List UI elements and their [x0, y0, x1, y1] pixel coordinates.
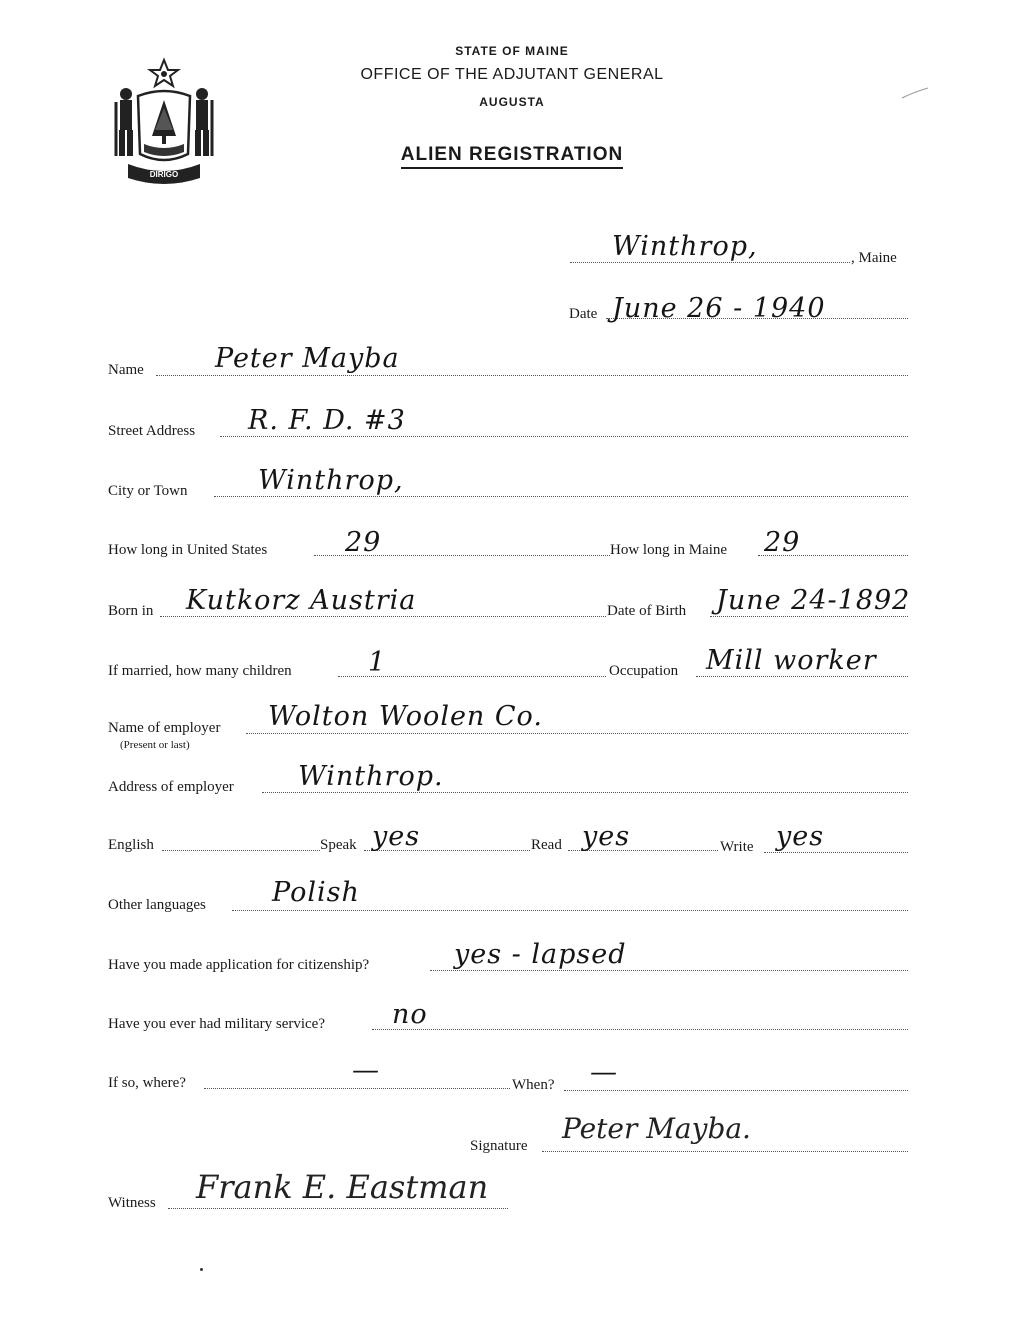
where-line	[204, 1088, 510, 1089]
date-label: Date	[569, 306, 598, 322]
children-label: If married, how many children	[108, 663, 292, 679]
write-value: yes	[776, 821, 825, 852]
where-value: —	[352, 1055, 380, 1086]
employer-address-label: Address of employer	[108, 779, 234, 795]
military-value: no	[392, 999, 428, 1030]
citizenship-label: Have you made application for citizenship?	[108, 957, 370, 973]
other-languages-value: Polish	[272, 877, 360, 908]
employer-label: Name of employer	[108, 720, 221, 736]
date-value: June 26 - 1940	[612, 293, 826, 324]
military-label: Have you ever had military service?	[108, 1016, 325, 1032]
write-label: Write	[720, 839, 754, 855]
english-label: English	[108, 837, 154, 853]
other-languages-label: Other languages	[108, 897, 206, 913]
employer-address-value: Winthrop.	[298, 761, 444, 792]
paper-speck	[200, 1268, 203, 1271]
street-line	[220, 436, 908, 437]
born-in-line	[160, 616, 606, 617]
street-value: R. F. D. #3	[248, 405, 406, 436]
how-long-maine-value: 29	[764, 527, 801, 558]
pencil-mark-icon	[900, 86, 930, 100]
dob-value: June 24-1892	[716, 585, 911, 616]
location-suffix: , Maine	[851, 250, 897, 266]
speak-value: yes	[372, 821, 421, 852]
witness-value: Frank E. Eastman	[196, 1168, 489, 1206]
employer-sublabel: (Present or last)	[120, 739, 190, 751]
seal-banner-text: DIRIGO	[149, 170, 179, 179]
signature-line	[542, 1151, 908, 1152]
witness-label: Witness	[108, 1195, 156, 1211]
signature-value: Peter Mayba.	[562, 1112, 751, 1145]
name-value: Peter Mayba	[215, 343, 400, 374]
city-label: City or Town	[108, 483, 188, 499]
how-long-us-label: How long in United States	[108, 542, 268, 558]
location-value: Winthrop,	[612, 231, 758, 262]
employer-address-line	[262, 792, 908, 793]
header-state: STATE OF MAINE	[455, 44, 569, 58]
read-value: yes	[582, 821, 631, 852]
header-city: AUGUSTA	[479, 95, 545, 109]
when-label: When?	[512, 1077, 555, 1093]
city-value: Winthrop,	[258, 465, 404, 496]
name-line	[156, 375, 908, 376]
english-line	[162, 850, 320, 851]
dob-line	[710, 616, 908, 617]
employer-value: Wolton Woolen Co.	[268, 701, 543, 732]
name-label: Name	[108, 362, 144, 378]
citizenship-value: yes - lapsed	[454, 939, 627, 970]
when-value: —	[590, 1057, 618, 1088]
where-label: If so, where?	[108, 1075, 186, 1091]
read-label: Read	[531, 837, 562, 853]
how-long-maine-label: How long in Maine	[610, 542, 728, 558]
born-in-label: Born in	[108, 603, 154, 619]
military-line	[372, 1029, 908, 1030]
dob-label: Date of Birth	[607, 603, 687, 619]
location-line	[570, 262, 850, 263]
form-title	[0, 144, 1024, 166]
citizenship-line	[430, 970, 908, 971]
how-long-us-value: 29	[345, 527, 382, 558]
employer-line	[246, 733, 908, 734]
header-office: OFFICE OF THE ADJUTANT GENERAL	[360, 66, 664, 83]
form-title-text: ALIEN REGISTRATION	[401, 144, 623, 169]
street-label: Street Address	[108, 423, 196, 439]
witness-line	[168, 1208, 508, 1209]
born-in-value: Kutkorz Austria	[186, 585, 417, 616]
occupation-label: Occupation	[609, 663, 679, 679]
other-languages-line	[232, 910, 908, 911]
write-line	[764, 852, 908, 853]
when-line	[564, 1090, 908, 1091]
signature-label: Signature	[470, 1138, 528, 1154]
city-line	[214, 496, 908, 497]
occupation-value: Mill worker	[706, 645, 877, 676]
speak-label: Speak	[320, 837, 357, 853]
children-value: 1	[368, 647, 387, 678]
occupation-line	[696, 676, 908, 677]
